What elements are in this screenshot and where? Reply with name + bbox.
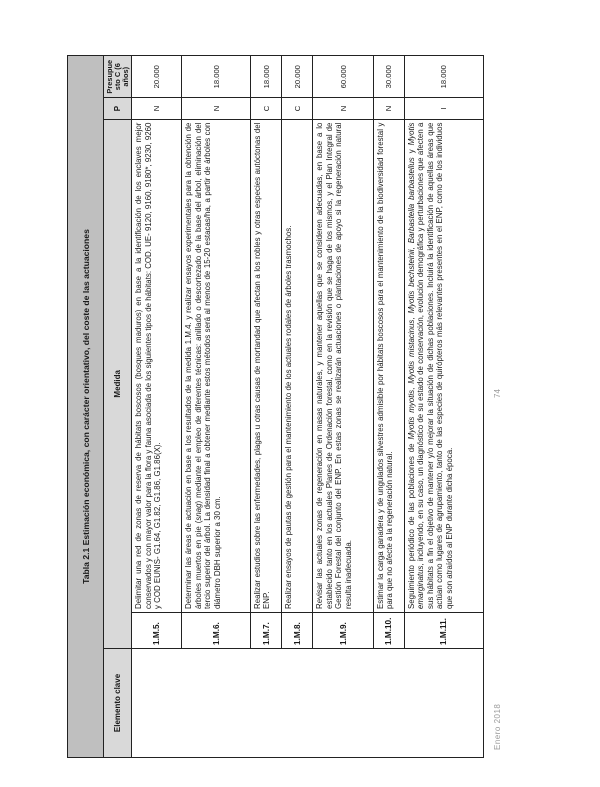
measure-text: Revisar las actuales zonas de regeneración en masas naturales, y mantener aquellas que se consideren adecuadas, en base a lo establecido tanto en los actuales Planes de Ordenación forestal, como en la revisión que se haga de los mismos, y el Plan Integral de Gestión Forestal del conjunto del ENP. En estas zonas se realizarán actuaciones o plantaciones de apoyo si la regeneración natural resulta inadecuada. (313, 119, 373, 612)
measure-code: 1.M.8. (282, 612, 313, 648)
table-title: Tabla 2.1 Estimación económica, con carácter orientativo, del coste de las actuaciones (68, 56, 104, 758)
budget-cell: 30.000 (373, 56, 404, 98)
measure-text: Realizar ensayos de pautas de gestión para el mantenimiento de los actuales rodales de árboles trasmochos. (282, 119, 313, 612)
priority-cell: N (373, 98, 404, 119)
measure-code: 1.M.5. (132, 612, 182, 648)
measure-code: 1.M.10. (373, 612, 404, 648)
header-measure: Medida (104, 119, 132, 648)
measure-text: Estimar la carga ganadera y de ungulados silvestres admisible por hábitats boscosos para el mantenimiento de la biodiversidad forestal y para que no afecte a la regeneración natural. (373, 119, 404, 612)
measure-text: Seguimiento periódico de las poblaciones de Myotis myotis, Myotis mistacinus, Myotis bechsteinii, Barbastella barbastellus y Myotis emarginatus, incluyendo, en su caso, un diagnóstico de su estado de conservación, evolución demográfica y perturbaciones que afecten a sus hábitats a fin el objetivo de mantener y/o mejorar la situación de dichas poblaciones. Incluirá la identificación de aquellas áreas que actúan como lugares de agrupamiento, tanto de las especies de quirópteros más relevantes presentes en el ENP, como de los individuos que son atraídos al ENP durante dicha época. (404, 119, 483, 612)
measure-text: Determinar las áreas de actuación en base a los resultados de la medida 1.M.4. y realizar ensayos experimentales para la obtención de árboles muertos en pie (snag) mediante el empleo de diferentes técnicas: anillado o descortezado de la base del árbol, eliminación del tercio superior del árbol. La densidad final a obtener mediante estos métodos será al menos de 15-20 estacas/ha, a partir de árboles con diámetro DBH superior a 30 cm. (182, 119, 251, 612)
priority-cell: N (132, 98, 182, 119)
footer-date: Enero 2018 (493, 703, 502, 750)
table-row (132, 56, 182, 758)
budget-cell: 20.000 (282, 56, 313, 98)
costs-table-rotated (67, 55, 484, 758)
header-budget: Presupue sto C (6 años) (104, 56, 132, 98)
measure-text: Realizar estudios sobre las enfermedades, plagas u otras causas de mortandad que afectan a los robles y otras especies autóctonas del ENP. (251, 119, 282, 612)
measure-text: Delimitar una red de zonas de reserva de hábitats boscosos (bosques maduros) en base a la identificación de los enclaves mejor conservados y con mayor valor para la flora y fauna asociada de los siguientes tipos de hábitats: COD. UE- 9120, 9160, 9180*, 9230, 9260 y COD EUNIS- G1.64, G1.82, G1.86, G1.86(X). (132, 119, 182, 612)
priority-cell: C (251, 98, 282, 119)
measure-code: 1.M.7. (251, 612, 282, 648)
budget-cell: 18.000 (404, 56, 483, 98)
header-element: Elemento clave (104, 648, 132, 757)
budget-cell: 60.000 (313, 56, 373, 98)
budget-cell: 18.000 (182, 56, 251, 98)
measure-code: 1.M.11. (404, 612, 483, 648)
priority-cell: C (282, 98, 313, 119)
header-p: P (104, 98, 132, 119)
costs-table (67, 55, 484, 758)
priority-cell: I (404, 98, 483, 119)
measure-code: 1.M.9. (313, 612, 373, 648)
page-number: 74 (493, 389, 502, 398)
budget-cell: 20.000 (132, 56, 182, 98)
budget-cell: 18.000 (251, 56, 282, 98)
priority-cell: N (182, 98, 251, 119)
priority-cell: N (313, 98, 373, 119)
element-cell (132, 648, 484, 757)
measure-code: 1.M.6. (182, 612, 251, 648)
